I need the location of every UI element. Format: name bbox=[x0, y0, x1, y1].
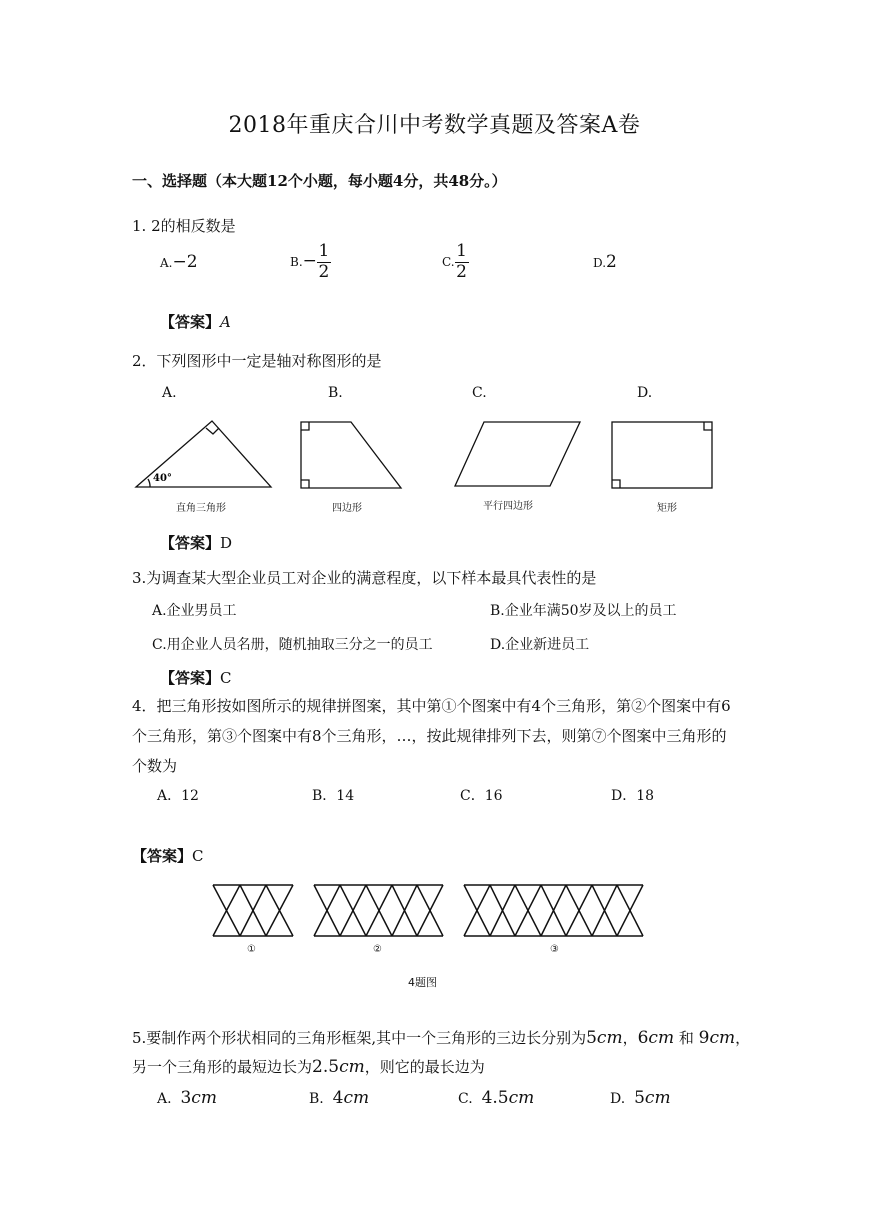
caption-rectangle: 矩形 bbox=[657, 503, 677, 514]
q5-line1-text: 5.要制作两个形状相同的三角形框架,其中一个三角形的三边长分别为 bbox=[132, 1029, 587, 1047]
answer-value: A bbox=[220, 313, 231, 331]
q1-stem: 1. 2的相反数是 bbox=[132, 217, 236, 235]
q4-option-d: D．18 bbox=[611, 788, 655, 804]
q1-c-num: 1 bbox=[456, 241, 467, 261]
q5-option-b bbox=[309, 1088, 369, 1108]
q2-label-b: B. bbox=[328, 385, 343, 401]
answer-tag: 【答案】 bbox=[160, 313, 221, 331]
answer-tag: 【答案】 bbox=[160, 534, 221, 552]
q4-line-3: 个数为 bbox=[132, 757, 178, 775]
q5-u1: cm bbox=[596, 1028, 623, 1048]
q4-line-2: 个三角形，第③个图案中有8个三角形，…，按此规律排列下去，则第⑦个图案中三角形的 bbox=[132, 727, 727, 745]
q1-b-prefix: B. bbox=[290, 255, 303, 270]
q1-a-value: −2 bbox=[172, 252, 198, 272]
q3-option-a: A.企业男员工 bbox=[152, 603, 237, 619]
q5-u4: cm bbox=[339, 1057, 365, 1077]
q5-line2-pre: 另一个三角形的最短边长为 bbox=[132, 1058, 313, 1076]
pattern-1 bbox=[213, 885, 293, 936]
q2-stem: 2．下列图形中一定是轴对称图形的是 bbox=[132, 352, 382, 370]
q5-c-val: 4.5 bbox=[481, 1088, 509, 1108]
q5-line2-post: ，则它的最长边为 bbox=[364, 1058, 485, 1076]
q2-label-c: C. bbox=[472, 385, 487, 401]
pattern-3-label: ③ bbox=[550, 944, 559, 955]
q1-a-prefix: A. bbox=[160, 256, 173, 270]
pattern-2-label: ② bbox=[373, 944, 382, 955]
q3-stem: 3.为调查某大型企业员工对企业的满意程度，以下样本最具代表性的是 bbox=[132, 569, 597, 587]
q5-a-unit: cm bbox=[191, 1088, 217, 1108]
q5-option-a bbox=[157, 1088, 217, 1108]
q5-d-prefix: D. bbox=[610, 1091, 626, 1107]
q5-b-unit: cm bbox=[343, 1088, 370, 1108]
q5-c-prefix: C. bbox=[458, 1091, 473, 1107]
q3-option-c: C.用企业人员名册，随机抽取三分之一的员工 bbox=[152, 637, 433, 653]
q4-option-c: C．16 bbox=[460, 788, 503, 804]
angle-label: 40° bbox=[153, 473, 172, 484]
q5-d-unit: cm bbox=[644, 1088, 671, 1108]
pattern-1-label: ① bbox=[247, 944, 256, 955]
q4-option-b: B．14 bbox=[312, 788, 355, 804]
pattern-2 bbox=[314, 885, 443, 936]
q1-b-den: 2 bbox=[318, 261, 330, 282]
q4-option-a: A．12 bbox=[157, 788, 199, 804]
pattern-3 bbox=[464, 885, 643, 936]
q1-c-prefix: C. bbox=[442, 255, 455, 270]
caption-quadrilateral: 四边形 bbox=[332, 503, 362, 514]
q5-line-2 bbox=[132, 1056, 485, 1077]
answer-value: D bbox=[220, 534, 233, 552]
answer-tag: 【答案】 bbox=[132, 847, 193, 865]
q1-d-prefix: D. bbox=[593, 256, 607, 270]
q5-v2: 6 bbox=[637, 1028, 649, 1048]
q5-v1: 5 bbox=[586, 1028, 597, 1048]
answer-value: C bbox=[192, 847, 204, 865]
q5-d-val: 5 bbox=[634, 1088, 645, 1108]
answer-value: C bbox=[220, 669, 232, 687]
caption-parallelogram: 平行四边形 bbox=[483, 501, 533, 512]
q5-u2: cm bbox=[648, 1028, 675, 1048]
q1-c-den: 2 bbox=[456, 261, 467, 282]
q5-option-d bbox=[610, 1088, 671, 1108]
q5-v4: 2.5 bbox=[312, 1057, 340, 1077]
q1-b-sign: − bbox=[302, 251, 317, 272]
q1-b-num: 1 bbox=[318, 241, 330, 261]
q2-label-d: D. bbox=[637, 385, 653, 401]
q5-line-1 bbox=[132, 1027, 750, 1048]
q5-a-prefix: A. bbox=[157, 1091, 172, 1107]
q3-option-d: D.企业新进员工 bbox=[490, 637, 590, 653]
q5-b-val: 4 bbox=[332, 1088, 344, 1108]
q5-end1: ， bbox=[735, 1029, 751, 1047]
q5-a-val: 3 bbox=[180, 1088, 192, 1108]
caption-right-triangle: 直角三角形 bbox=[176, 503, 226, 514]
page-title: 2018年重庆合川中考数学真题及答案A卷 bbox=[228, 113, 641, 138]
section-heading: 一、选择题（本大题12个小题，每小题4分，共48分。） bbox=[132, 172, 507, 190]
q5-b-prefix: B. bbox=[309, 1091, 324, 1107]
q5-sep1: ， bbox=[622, 1029, 638, 1047]
q1-d-value: 2 bbox=[606, 252, 617, 272]
q5-u3: cm bbox=[709, 1028, 736, 1048]
q3-option-b: B.企业年满50岁及以上的员工 bbox=[490, 603, 677, 619]
q5-v3: 9 bbox=[698, 1028, 710, 1048]
q5-c-unit: cm bbox=[508, 1088, 535, 1108]
q5-and: 和 bbox=[674, 1029, 699, 1047]
q4-line-1: 4．把三角形按如图所示的规律拼图案，其中第①个图案中有4个三角形，第②个图案中有6 bbox=[132, 697, 731, 715]
answer-tag: 【答案】 bbox=[160, 669, 221, 687]
q5-option-c bbox=[458, 1088, 534, 1108]
q2-label-a: A. bbox=[162, 385, 177, 401]
figure-caption: 4题图 bbox=[408, 976, 437, 989]
